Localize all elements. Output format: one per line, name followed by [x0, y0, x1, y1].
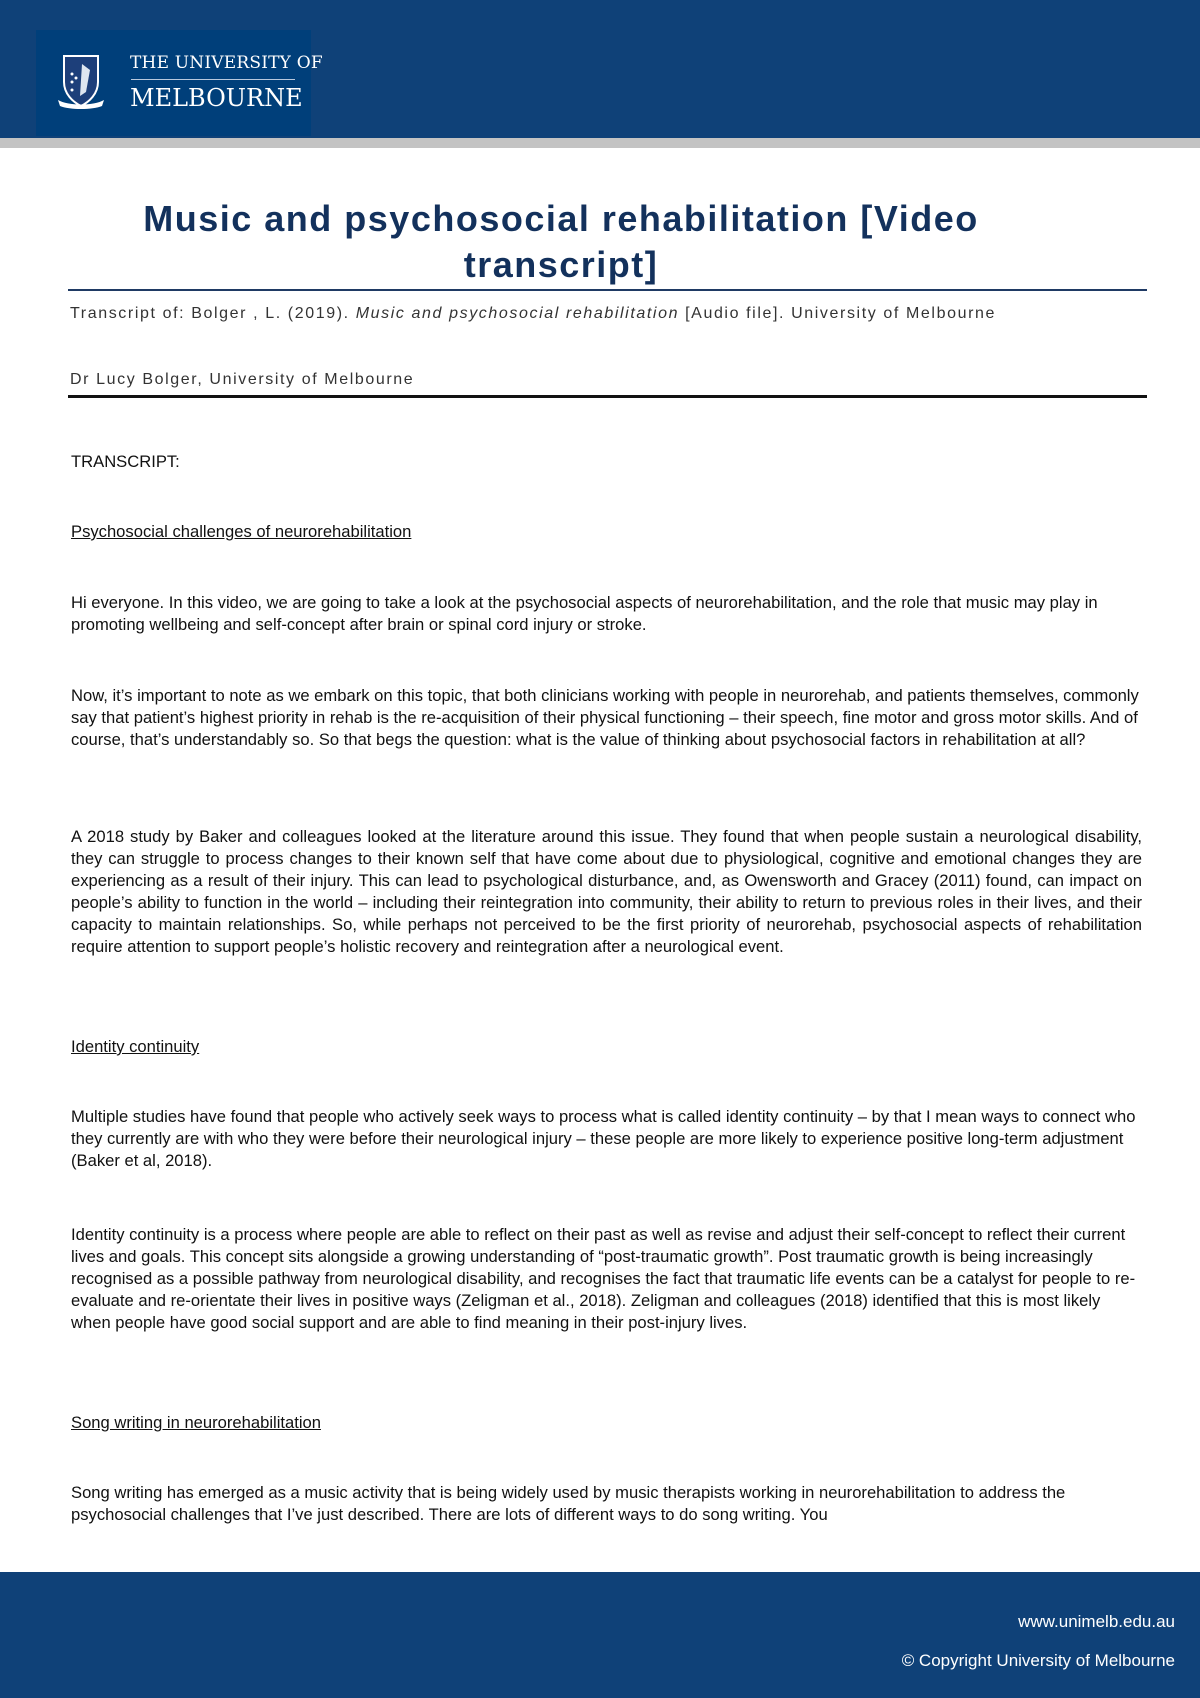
- logo-line1: THE UNIVERSITY OF: [130, 53, 323, 73]
- header-rule: [68, 395, 1147, 398]
- paragraph: Multiple studies have found that people who actively seek ways to process what is called identity continuity – by that I mean ways to connect who they currently are with who they were before their neurological injury – these people are more likely to experience positive long-term adjustment (Baker et al, 2018).: [71, 1107, 1136, 1170]
- citation-work: Music and psychosocial rehabilitation: [355, 305, 680, 322]
- header-stripe: [0, 138, 1200, 148]
- paragraph: Identity continuity is a process where people are able to reflect on their past as well as revise and adjust their self-concept to reflect their current lives and goals. This concept sits alongside a growing understanding of “post-traumatic growth”. Post traumatic growth is being increasingly recognised as a possible pathway from neurological disability, and recognises the fact that traumatic life events can be a catalyst for people to re-evaluate and re-orientate their lives in positive ways (Zeligman et al., 2018). Zeligman and colleagues (2018) identified that this is most likely when people have good social support and are able to find meaning in their post-injury lives.: [71, 1225, 1136, 1332]
- paragraph: Hi everyone. In this video, we are going to take a look at the psychosocial aspects of neurorehabilitation, and the role that music may play in promoting wellbeing and self-concept after brain or spinal cord injury or stroke.: [71, 593, 1098, 634]
- footer-copyright: © Copyright University of Melbourne: [901, 1651, 1175, 1670]
- title-rule: [68, 289, 1147, 291]
- paragraph: Now, it’s important to note as we embark on this topic, that both clinicians working with people in neurorehab, and patients themselves, commonly say that patient’s highest priority in rehab is the re-acquisition of their physical functioning – their speech, fine motor and gross motor skills. And of course, that’s understandably so. So that begs the question: what is the value of thinking about psychosocial factors in rehabilitation at all?: [71, 686, 1139, 749]
- crest-icon: [58, 50, 104, 110]
- section-heading: Identity continuity: [71, 1037, 200, 1056]
- logo-divider: [131, 79, 295, 80]
- transcript-label: TRANSCRIPT:: [71, 452, 180, 471]
- citation-suffix: [Audio file]. University of Melbourne: [679, 305, 996, 322]
- footer-band: [0, 1572, 1200, 1698]
- paragraph: A 2018 study by Baker and colleagues looked at the literature around this issue. They found that when people sustain a neurological disability, they can struggle to process changes to their known self that have come about due to physiological, cognitive and emotional changes they are experiencing as a result of their injury. This can lead to psychological disturbance, and, as Owensworth and Gracey (2011) found, can impact on people’s ability to function in the world – including their reintegration into community, their ability to return to previous roles in their lives, and their capacity to maintain relationships. So, while perhaps not perceived to be the first priority of neurorehab, psychosocial aspects of rehabilitation require attention to support people’s holistic recovery and reintegration after a neurological event.: [71, 827, 1142, 956]
- paragraph: Song writing has emerged as a music activity that is being widely used by music therapists working in neurorehabilitation to address the psychosocial challenges that I’ve just described. There are lots of different ways to do song writing. You: [71, 1483, 1066, 1524]
- author: Dr Lucy Bolger, University of Melbourne: [70, 371, 415, 388]
- logo-line2: MELBOURNE: [130, 84, 303, 112]
- footer-url[interactable]: www.unimelb.edu.au: [1018, 1612, 1175, 1631]
- page-title: Music and psychosocial rehabilitation [Video transcript]: [143, 198, 979, 285]
- citation-prefix: Transcript of: Bolger , L. (2019).: [70, 305, 356, 322]
- citation: [70, 300, 1145, 327]
- section-heading: Song writing in neurorehabilitation: [71, 1413, 321, 1432]
- section-heading: Psychosocial challenges of neurorehabilitation: [71, 522, 412, 541]
